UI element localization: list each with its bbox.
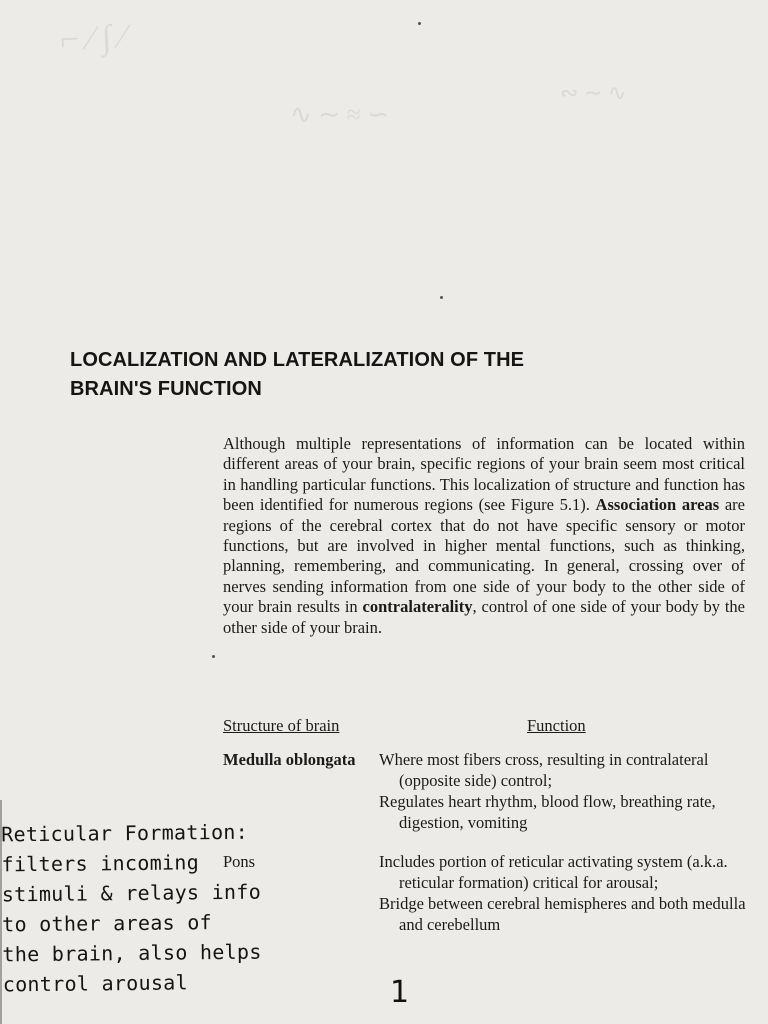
structure-pons: Pons <box>223 852 256 871</box>
function-item: Where most fibers cross, resulting in contralateral (opposite side) control; <box>379 750 709 790</box>
speck <box>418 22 421 25</box>
table-header-function: Function <box>527 716 586 735</box>
paragraph-text: are regions of the cerebral cortex that do not have specific sensory or motor functions, but are involved in higher mental functions, such as thinking, planning, remembering, and communicating. In general, crossing over of nerves sending information from one side of your body to the other side of your brain results in <box>223 495 745 617</box>
structure-medulla: Medulla oblongata <box>223 750 356 769</box>
function-item: Regulates heart rhythm, blood flow, breathing rate, digestion, vomiting <box>379 792 716 832</box>
function-pons <box>379 851 749 935</box>
handwritten-note: Reticular Formation: filters incoming stimuli & relays info to other areas of the brain, also helps control arousal <box>1 819 262 997</box>
speck <box>440 296 443 299</box>
function-medulla <box>379 749 749 833</box>
body-paragraph <box>223 434 745 638</box>
function-item: Bridge between cerebral hemispheres and both medulla and cerebellum <box>379 894 746 934</box>
paragraph-text: Although multiple representations of information can be located within different areas of your brain, specific regions of your brain seem most critical in handling particular functions. This localization of structure and function has been identified for numerous regions (see Figure 5.1). <box>223 434 745 515</box>
page-number: 1 <box>390 975 410 1010</box>
bleed-through-mark: ∾ ∼ ∿ <box>560 80 627 105</box>
speck <box>212 655 215 658</box>
section-heading: LOCALIZATION AND LATERALIZATION OF THE BRAIN'S FUNCTION <box>70 349 525 400</box>
bleed-through-mark: ⌐ ⁄ ∫ ∕ <box>59 18 127 59</box>
term-association-areas: Association areas <box>595 495 720 515</box>
paragraph-text: , control of one side of your body by the other side of your brain. <box>223 597 746 637</box>
bleed-through-mark: ∿ ∼ ≈ ∽ <box>290 100 390 129</box>
table-header-structure: Structure of brain <box>223 716 340 735</box>
function-item: Includes portion of reticular activating system (a.k.a. reticular formation) critical for arousal; <box>379 852 728 892</box>
term-contralaterality: contralaterality <box>362 597 473 617</box>
